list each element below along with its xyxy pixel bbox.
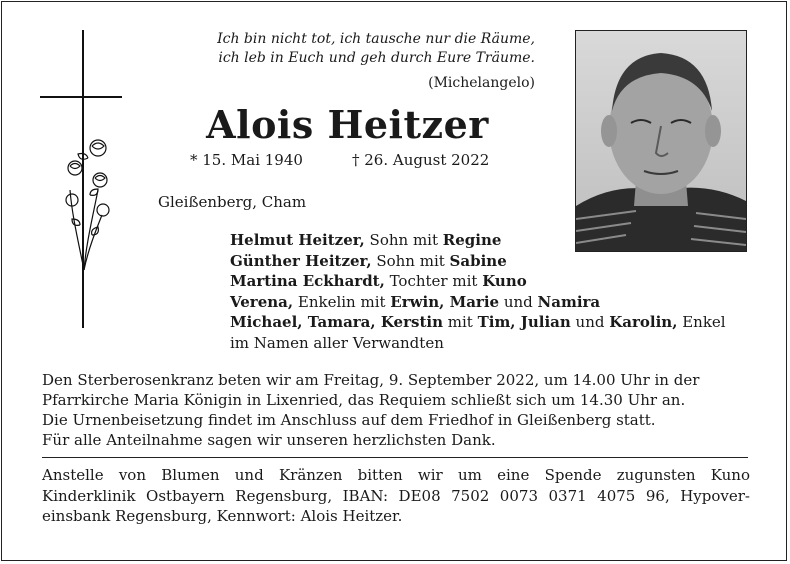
relative-name: Helmut Heitzer, xyxy=(230,231,365,249)
relation: Tochter mit xyxy=(384,272,483,290)
relative-name: Verena, xyxy=(230,292,294,311)
relative-name: Günther Heitzer, xyxy=(230,251,372,270)
partner-name: Regine xyxy=(442,231,502,249)
cross-with-roses-icon xyxy=(40,30,130,340)
service-paragraph xyxy=(42,370,750,450)
place: Gleißenberg, Cham xyxy=(158,193,307,211)
relative-line xyxy=(230,292,750,313)
quote xyxy=(160,30,535,68)
partner-name-2: Karolin, xyxy=(609,313,678,331)
service-line-3: Die Urnenbeisetzung findet im Anschluss auf dem Friedhof in Gleißenberg statt. xyxy=(42,411,656,429)
partner-name: Kuno xyxy=(482,272,527,290)
relative-name: Martina Eckhardt, xyxy=(230,272,385,290)
quote-author: (Michelangelo) xyxy=(428,75,535,91)
relative-line xyxy=(230,230,750,251)
relative-line xyxy=(230,312,750,333)
birth-date: * 15. Mai 1940 xyxy=(190,151,303,169)
divider xyxy=(42,457,748,458)
relative-name: Michael, Tamara, Kerstin xyxy=(230,313,443,331)
deceased-name: Alois Heitzer xyxy=(206,102,489,147)
portrait-photo xyxy=(575,30,747,252)
relation-tail: Enkel xyxy=(677,313,726,331)
relatives-list xyxy=(230,230,750,353)
relation: Sohn mit xyxy=(364,231,443,249)
portrait-photo-icon xyxy=(576,31,746,251)
quote-line-1: Ich bin nicht tot, ich tausche nur die Räume, xyxy=(217,31,535,47)
death-date: † 26. August 2022 xyxy=(352,151,490,169)
relative-line xyxy=(230,251,750,272)
partner-name-2: Namira xyxy=(537,292,601,311)
relation: Sohn mit xyxy=(371,251,450,270)
relative-line xyxy=(230,271,750,292)
partner-name: Sabine xyxy=(449,251,507,270)
donation-line-2: Kinderklinik Ostbayern Regensburg, IBAN: DE08 7502 0073 0371 4075 96, Hypover- xyxy=(42,486,750,505)
donation-line-1: Anstelle von Blumen und Kränzen bitten wir um eine Spende zugunsten Kuno xyxy=(42,466,750,484)
relation: Enkelin mit xyxy=(293,292,391,311)
donation-paragraph xyxy=(42,465,750,527)
partner-name: Erwin, Marie xyxy=(390,292,500,311)
service-line-2: Pfarrkirche Maria Königin in Lixenried, das Requiem schließt sich um 14.30 Uhr an. xyxy=(42,391,686,409)
relatives-closing: im Namen aller Verwandten xyxy=(230,333,444,352)
donation-line-3: einsbank Regensburg, Kennwort: Alois Heitzer. xyxy=(42,507,403,525)
quote-line-2: ich leb in Euch und geh durch Eure Träume. xyxy=(218,50,535,66)
conjunction: und xyxy=(499,292,538,311)
partner-name: Tim, Julian xyxy=(477,313,571,331)
service-line-4: Für alle Anteilnahme sagen wir unseren herzlichsten Dank. xyxy=(42,431,496,449)
service-line-1: Den Sterberosenkranz beten wir am Freitag, 9. September 2022, um 14.00 Uhr in der xyxy=(42,371,700,389)
relation: mit xyxy=(442,313,478,331)
conjunction: und xyxy=(570,313,610,331)
